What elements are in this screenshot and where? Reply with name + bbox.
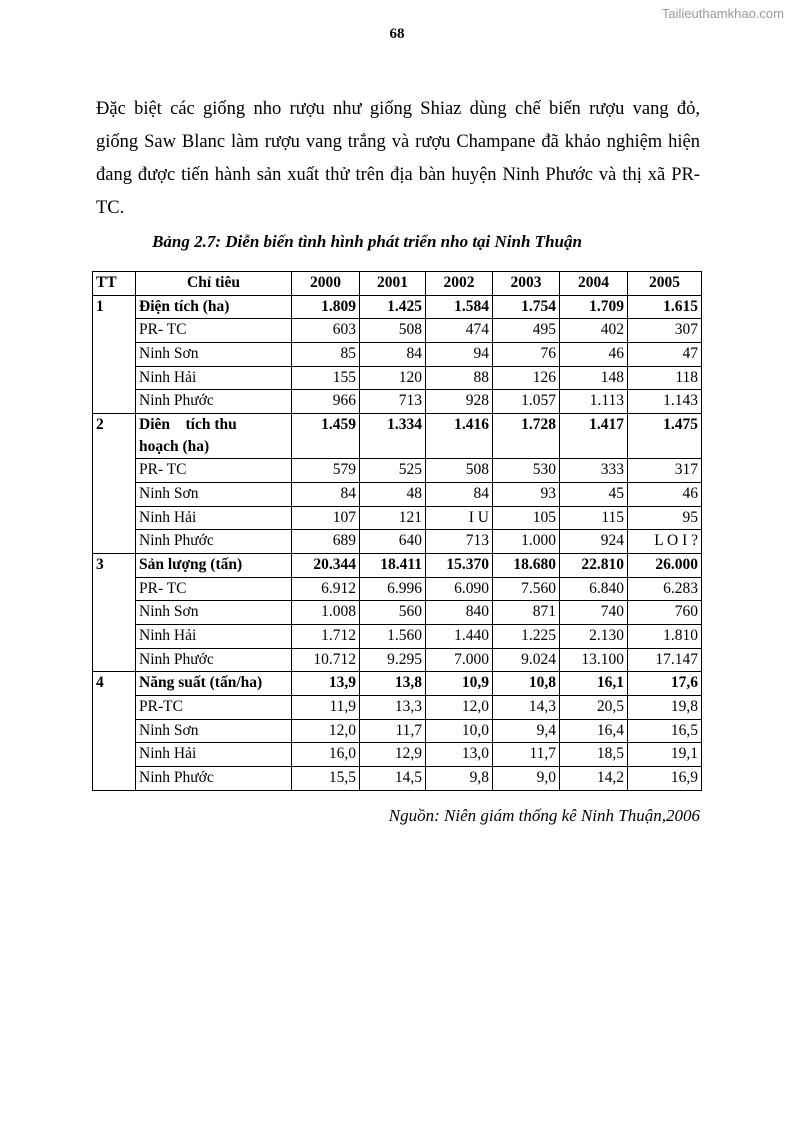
table-cell: 307 (628, 319, 702, 343)
table-cell: 13,3 (360, 696, 426, 720)
table-row (93, 767, 702, 791)
table-row (93, 719, 702, 743)
table-cell: 1.615 (628, 295, 702, 319)
table-cell: 12,0 (426, 696, 493, 720)
header-year: 2001 (360, 272, 426, 296)
table-group-row (93, 414, 702, 459)
row-name: PR- TC (136, 577, 292, 601)
table-cell: 1.712 (292, 624, 360, 648)
table-cell: 7.000 (426, 648, 493, 672)
table-cell: 46 (560, 343, 628, 367)
table-cell: 155 (292, 366, 360, 390)
table-cell: 93 (493, 482, 560, 506)
table-group-row (93, 672, 702, 696)
table-cell: 1.334 (360, 414, 426, 459)
header-year: 2005 (628, 272, 702, 296)
body-paragraph (96, 93, 700, 225)
table-cell: 115 (560, 506, 628, 530)
table-cell: 13,9 (292, 672, 360, 696)
row-name: Ninh Sơn (136, 601, 292, 625)
table-cell: 10.712 (292, 648, 360, 672)
table-cell: 17.147 (628, 648, 702, 672)
table-cell: 1.809 (292, 295, 360, 319)
group-name: Sản lượng (tấn) (136, 553, 292, 577)
table-cell: 1.057 (493, 390, 560, 414)
table-cell: 9.024 (493, 648, 560, 672)
table-row (93, 366, 702, 390)
table-cell: 924 (560, 530, 628, 554)
table-cell: 560 (360, 601, 426, 625)
table-row (93, 506, 702, 530)
table-cell: 740 (560, 601, 628, 625)
table-cell: 1.754 (493, 295, 560, 319)
table-cell: 15.370 (426, 553, 493, 577)
table-cell: 713 (360, 390, 426, 414)
table-row (93, 482, 702, 506)
table-cell: 9,8 (426, 767, 493, 791)
row-name: Ninh Hải (136, 743, 292, 767)
table-row (93, 390, 702, 414)
row-name: Ninh Hải (136, 366, 292, 390)
page-number: 68 (389, 26, 405, 42)
table-cell: 95 (628, 506, 702, 530)
row-name: PR- TC (136, 459, 292, 483)
table-cell: 689 (292, 530, 360, 554)
paragraph-line: TC. (96, 198, 125, 218)
table-cell: 530 (493, 459, 560, 483)
table-cell: 1.584 (426, 295, 493, 319)
table-cell: 11,7 (360, 719, 426, 743)
table-group-row (93, 553, 702, 577)
table-row (93, 624, 702, 648)
table-cell: 47 (628, 343, 702, 367)
table-cell: 11,9 (292, 696, 360, 720)
table-cell: 19,8 (628, 696, 702, 720)
table-row (93, 319, 702, 343)
table-cell: 105 (493, 506, 560, 530)
header-year: 2003 (493, 272, 560, 296)
table-cell: 579 (292, 459, 360, 483)
table-cell: 402 (560, 319, 628, 343)
table-cell: 46 (628, 482, 702, 506)
table-cell: 508 (426, 459, 493, 483)
table-cell: 928 (426, 390, 493, 414)
table-cell: 1.416 (426, 414, 493, 459)
table-cell: 18,5 (560, 743, 628, 767)
row-name: PR- TC (136, 319, 292, 343)
table-cell: 9,4 (493, 719, 560, 743)
table-cell: 13.100 (560, 648, 628, 672)
table-cell: 76 (493, 343, 560, 367)
table-cell: 1.440 (426, 624, 493, 648)
table-cell: 760 (628, 601, 702, 625)
table-cell: 6.996 (360, 577, 426, 601)
table-cell: 16,0 (292, 743, 360, 767)
table-cell: 118 (628, 366, 702, 390)
paragraph-line: Đặc biệt các giống nho rượu như giống Shiaz dùng chế biến rượu vang đỏ, (96, 99, 700, 119)
table-cell: 1.113 (560, 390, 628, 414)
table-cell: 840 (426, 601, 493, 625)
table-cell: 317 (628, 459, 702, 483)
table-cell: 16,9 (628, 767, 702, 791)
table-cell: 10,8 (493, 672, 560, 696)
header-year: 2002 (426, 272, 493, 296)
table-cell: 19,1 (628, 743, 702, 767)
table-cell: 6.912 (292, 577, 360, 601)
row-name: Ninh Hải (136, 624, 292, 648)
table-cell: 45 (560, 482, 628, 506)
table-cell: 1.225 (493, 624, 560, 648)
table-caption: Bảng 2.7: Diễn biến tình hình phát triển nho tại Ninh Thuận (152, 232, 582, 251)
table-cell: I U (426, 506, 493, 530)
table-cell: 1.417 (560, 414, 628, 459)
table-cell: 603 (292, 319, 360, 343)
table-cell: 13,8 (360, 672, 426, 696)
table-cell: 1.475 (628, 414, 702, 459)
table-row (93, 577, 702, 601)
table-cell: 9,0 (493, 767, 560, 791)
group-number: 2 (93, 414, 136, 554)
table-cell: 1.709 (560, 295, 628, 319)
table-cell: 1.008 (292, 601, 360, 625)
table-cell: 6.283 (628, 577, 702, 601)
group-number: 1 (93, 295, 136, 413)
table-row (93, 648, 702, 672)
table-cell: 2.130 (560, 624, 628, 648)
table-cell: 14,5 (360, 767, 426, 791)
table-cell: 13,0 (426, 743, 493, 767)
table-cell: 495 (493, 319, 560, 343)
table-cell: 16,5 (628, 719, 702, 743)
group-name: Điện tích (ha) (136, 295, 292, 319)
table-cell: 1.810 (628, 624, 702, 648)
group-name-line: hoạch (ha) (139, 438, 210, 456)
table-cell: 16,4 (560, 719, 628, 743)
table-cell: 6.090 (426, 577, 493, 601)
table-cell: 871 (493, 601, 560, 625)
table-cell: 14,2 (560, 767, 628, 791)
table-cell: 48 (360, 482, 426, 506)
group-name: Năng suất (tấn/ha) (136, 672, 292, 696)
header-indicator: Chỉ tiêu (136, 272, 292, 296)
table-cell: 84 (360, 343, 426, 367)
table-cell: 120 (360, 366, 426, 390)
table-cell: 18.680 (493, 553, 560, 577)
header-year: 2000 (292, 272, 360, 296)
table-cell: 148 (560, 366, 628, 390)
table-cell: 20.344 (292, 553, 360, 577)
table-cell: 713 (426, 530, 493, 554)
table-cell: 121 (360, 506, 426, 530)
table-header-row (93, 272, 702, 296)
table-cell: L O I ? (628, 530, 702, 554)
row-name: Ninh Sơn (136, 343, 292, 367)
table-cell: 10,9 (426, 672, 493, 696)
row-name: Ninh Phước (136, 530, 292, 554)
table-cell: 1.425 (360, 295, 426, 319)
row-name: Ninh Sơn (136, 482, 292, 506)
table-cell: 107 (292, 506, 360, 530)
table-cell: 1.000 (493, 530, 560, 554)
table-cell: 333 (560, 459, 628, 483)
table-cell: 84 (292, 482, 360, 506)
table-cell: 88 (426, 366, 493, 390)
table-cell: 1.459 (292, 414, 360, 459)
table-cell: 1.143 (628, 390, 702, 414)
table-cell: 22.810 (560, 553, 628, 577)
header-year: 2004 (560, 272, 628, 296)
table-cell: 14,3 (493, 696, 560, 720)
table-cell: 12,9 (360, 743, 426, 767)
table-row (93, 601, 702, 625)
table-cell: 18.411 (360, 553, 426, 577)
table-row (93, 743, 702, 767)
table-cell: 84 (426, 482, 493, 506)
row-name: Ninh Hải (136, 506, 292, 530)
table-cell: 15,5 (292, 767, 360, 791)
table-cell: 11,7 (493, 743, 560, 767)
group-number: 3 (93, 553, 136, 671)
table-row (93, 530, 702, 554)
table-row (93, 459, 702, 483)
table-cell: 6.840 (560, 577, 628, 601)
paragraph-line: đang được tiến hành sản xuất thử trên địa bàn huyện Ninh Phước và thị xã PR- (96, 165, 700, 185)
paragraph-line: giống Saw Blanc làm rượu vang trắng và rượu Champane đã khảo nghiệm hiện (96, 132, 700, 152)
table-cell: 17,6 (628, 672, 702, 696)
table-source-note: Nguồn: Niên giám thống kê Ninh Thuận,2006 (388, 806, 700, 825)
watermark: Tailieuthamkhao.com (661, 6, 784, 21)
table-cell: 126 (493, 366, 560, 390)
table-cell: 16,1 (560, 672, 628, 696)
table-cell: 20,5 (560, 696, 628, 720)
grape-development-table (92, 271, 702, 791)
row-name: Ninh Phước (136, 390, 292, 414)
group-name-line: Diên tích thu (139, 416, 237, 434)
table-row (93, 696, 702, 720)
row-name: Ninh Sơn (136, 719, 292, 743)
table-cell: 474 (426, 319, 493, 343)
table-cell: 7.560 (493, 577, 560, 601)
table-row (93, 343, 702, 367)
table-cell: 966 (292, 390, 360, 414)
row-name: Ninh Phước (136, 648, 292, 672)
table-cell: 640 (360, 530, 426, 554)
table-cell: 94 (426, 343, 493, 367)
table-cell: 10,0 (426, 719, 493, 743)
table-cell: 1.728 (493, 414, 560, 459)
table-cell: 508 (360, 319, 426, 343)
group-name (136, 414, 292, 459)
group-number: 4 (93, 672, 136, 790)
table-cell: 525 (360, 459, 426, 483)
table-cell: 12,0 (292, 719, 360, 743)
table-cell: 26.000 (628, 553, 702, 577)
table-cell: 85 (292, 343, 360, 367)
header-tt: TT (93, 272, 136, 296)
row-name: Ninh Phước (136, 767, 292, 791)
table-cell: 1.560 (360, 624, 426, 648)
table-cell: 9.295 (360, 648, 426, 672)
row-name: PR-TC (136, 696, 292, 720)
table-group-row (93, 295, 702, 319)
